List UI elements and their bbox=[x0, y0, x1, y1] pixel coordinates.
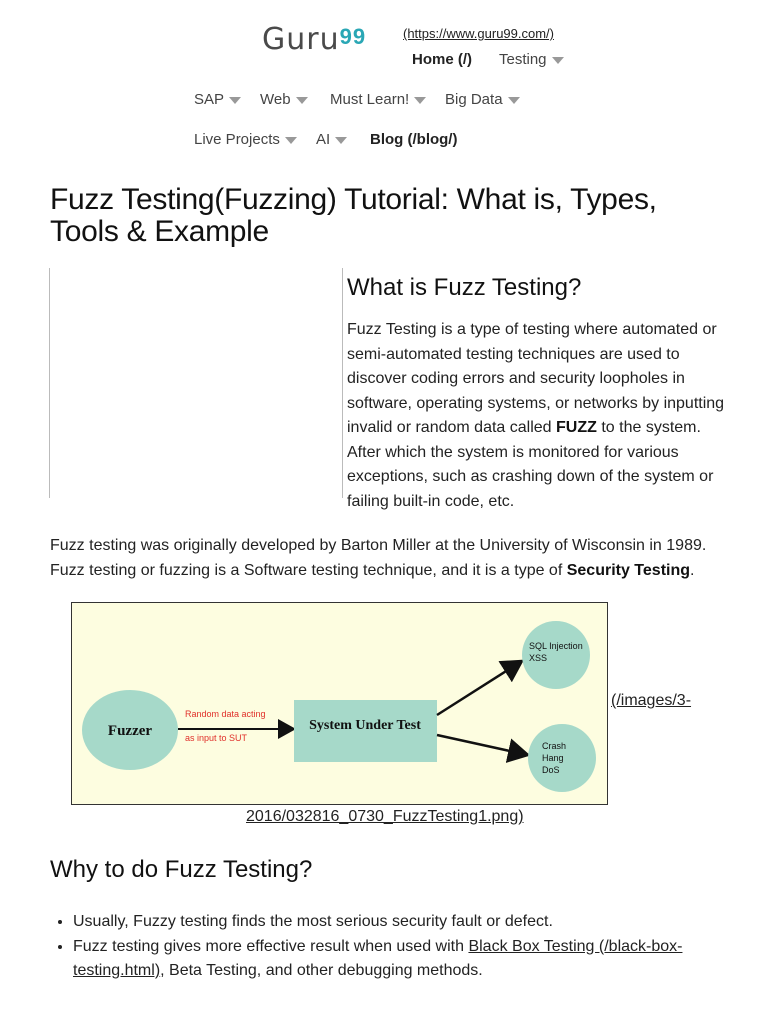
chevron-down-icon bbox=[414, 97, 426, 104]
nav-big-data[interactable] bbox=[445, 91, 520, 108]
what-is-paragraph bbox=[347, 318, 727, 514]
nav-big-data-label: Big Data bbox=[445, 91, 503, 108]
nav-must-learn[interactable] bbox=[330, 91, 426, 108]
why-heading: Why to do Fuzz Testing? bbox=[50, 856, 313, 883]
logo-number: 99 bbox=[339, 24, 367, 49]
list-item bbox=[73, 935, 753, 984]
nav-web[interactable] bbox=[260, 91, 308, 108]
nav-testing-label: Testing bbox=[499, 51, 547, 68]
nav-ai[interactable] bbox=[316, 131, 347, 148]
chevron-down-icon bbox=[552, 57, 564, 64]
diagram-svg bbox=[72, 603, 609, 806]
arrow-sut-to-crash bbox=[437, 735, 528, 755]
what-is-heading: What is Fuzz Testing? bbox=[347, 274, 582, 301]
image-link-part1[interactable]: (/images/3- bbox=[611, 692, 692, 709]
reason-2-post: , Beta Testing, and other debugging methods. bbox=[160, 962, 483, 979]
chevron-down-icon bbox=[285, 137, 297, 144]
history-text-1: Fuzz testing was originally developed by Barton Miller at the University of Wisconsin in 1989. Fuzz testing or fuzzing is a Software testing technique, and it is a type of bbox=[50, 537, 707, 579]
nav-live-projects[interactable] bbox=[194, 131, 297, 148]
nav-testing[interactable] bbox=[499, 51, 564, 68]
site-url-link[interactable]: (https://www.guru99.com/) bbox=[403, 26, 554, 41]
chevron-down-icon bbox=[229, 97, 241, 104]
chevron-down-icon bbox=[335, 137, 347, 144]
nav-home[interactable] bbox=[412, 51, 472, 68]
arrow-label-1: Random data acting bbox=[185, 709, 266, 719]
history-text-2: . bbox=[690, 561, 695, 579]
fuzz-bold: FUZZ bbox=[556, 419, 597, 436]
sut-label: System Under Test bbox=[309, 718, 421, 733]
what-text-1: Fuzz Testing is a type of testing where automated or semi-automated testing techniques are used to discover coding errors and security loopholes in software, operating systems, or networks by inputting invalid or random data called bbox=[347, 321, 725, 436]
fuzzer-label: Fuzzer bbox=[107, 723, 153, 739]
nav-live-projects-label: Live Projects bbox=[194, 131, 280, 148]
dos-label: DoS bbox=[542, 765, 560, 775]
nav-ai-label: AI bbox=[316, 131, 331, 148]
crash-label: Crash bbox=[542, 741, 567, 751]
nav-blog-label: Blog (/blog/) bbox=[370, 131, 458, 148]
sql-injection-label: SQL Injection bbox=[529, 641, 583, 651]
nav-web-label: Web bbox=[260, 91, 291, 108]
chevron-down-icon bbox=[508, 97, 520, 104]
hang-label: Hang bbox=[542, 753, 564, 763]
history-paragraph bbox=[50, 534, 740, 583]
reason-2-pre: Fuzz testing gives more effective result when used with bbox=[73, 937, 469, 955]
arrow-sut-to-sql bbox=[437, 661, 522, 715]
page-title: Fuzz Testing(Fuzzing) Tutorial: What is, Types, Tools & Example bbox=[50, 183, 657, 248]
image-link-part2[interactable]: 2016/032816_0730_FuzzTesting1.png) bbox=[246, 808, 524, 825]
reason-1-text: Usually, Fuzzy testing finds the most serious security fault or defect. bbox=[73, 913, 553, 930]
arrow-label-2: as input to SUT bbox=[185, 733, 248, 743]
nav-blog[interactable] bbox=[370, 131, 457, 148]
logo-word: Guru bbox=[262, 22, 340, 57]
guru99-logo[interactable] bbox=[262, 22, 366, 57]
nav-home-label: Home (/) bbox=[412, 51, 472, 68]
nav-sap-label: SAP bbox=[194, 91, 225, 108]
nav-sap[interactable] bbox=[194, 91, 241, 108]
reasons-list bbox=[50, 910, 753, 984]
list-item bbox=[73, 910, 753, 935]
security-testing-bold: Security Testing bbox=[566, 561, 691, 579]
ad-placeholder bbox=[49, 268, 342, 498]
what-text-2: to the system. After which the system is monitored for various exceptions, such as crashing down of the system or failing built-in code, etc. bbox=[347, 419, 714, 510]
chevron-down-icon bbox=[296, 97, 308, 104]
fuzz-testing-diagram[interactable] bbox=[71, 602, 608, 805]
xss-label: XSS bbox=[529, 653, 548, 663]
nav-must-learn-label: Must Learn! bbox=[330, 91, 410, 108]
black-box-testing-link[interactable]: Black Box Testing (/black-box-testing.html) bbox=[73, 937, 683, 979]
